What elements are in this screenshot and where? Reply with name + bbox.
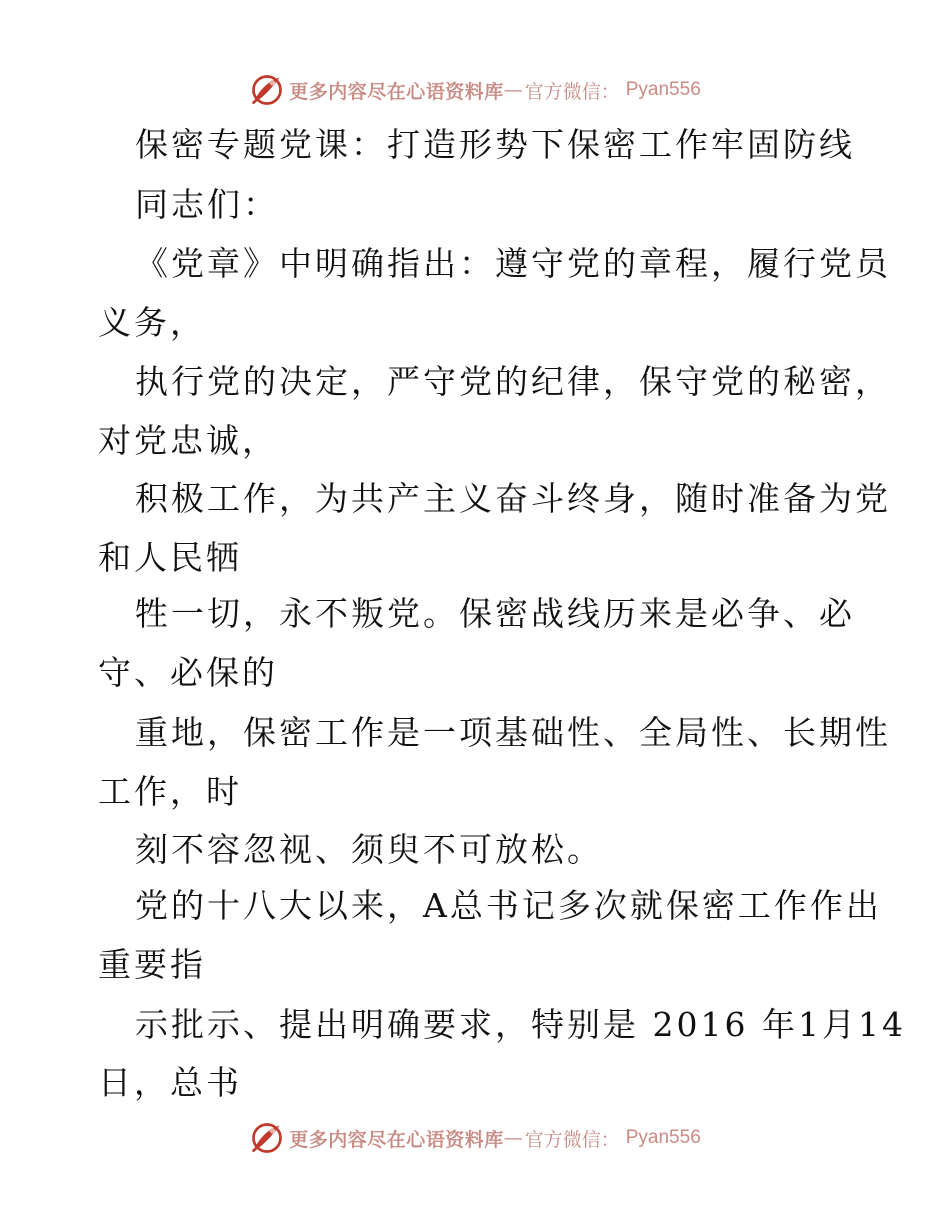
- text-line: 义务，: [98, 303, 206, 342]
- text-line: 刻不容忽视、须臾不可放松。: [135, 830, 603, 869]
- watermark-text: 更多内容尽在心语资料库: [289, 1128, 504, 1151]
- text-line: 守、必保的: [98, 653, 278, 692]
- watermark-label: 官方微信：: [524, 80, 620, 103]
- text-line: 积极工作，为共产主义奋斗终身，随时准备为党: [135, 479, 891, 518]
- watermark-label: 官方微信：: [524, 1128, 620, 1151]
- watermark-separator: —: [503, 1127, 523, 1149]
- text-line: 党的十八大以来，A总书记多次就保密工作作出: [135, 886, 882, 925]
- watermark-separator: —: [503, 79, 523, 101]
- text-line: 牲一切，永不叛党。保密战线历来是必争、必: [135, 594, 855, 633]
- text-line: 示批示、提出明确要求，特别是 2016 年1月14: [135, 1005, 906, 1044]
- text-line: 工作，时: [98, 772, 242, 811]
- text-line: 对党忠诚，: [98, 421, 278, 460]
- text-line: 和人民牺: [98, 538, 242, 577]
- text-line: 重地，保密工作是一项基础性、全局性、长期性: [135, 713, 891, 752]
- watermark-footer: [0, 1118, 950, 1158]
- feather-logo-icon: [249, 72, 285, 108]
- text-line: 日，总书: [98, 1063, 242, 1102]
- text-line: 重要指: [98, 945, 206, 984]
- watermark-text: 更多内容尽在心语资料库: [289, 80, 504, 103]
- salutation: 同志们：: [135, 185, 279, 224]
- text-line: 《党章》中明确指出：遵守党的章程，履行党员: [135, 244, 891, 283]
- feather-logo-icon: [249, 1120, 285, 1156]
- watermark-header: [0, 70, 950, 110]
- watermark-handle: Pyan556: [625, 79, 701, 100]
- document-title: 保密专题党课：打造形势下保密工作牢固防线: [135, 125, 855, 164]
- watermark-handle: Pyan556: [625, 1127, 701, 1148]
- text-line: 执行党的决定，严守党的纪律，保守党的秘密，: [135, 362, 891, 401]
